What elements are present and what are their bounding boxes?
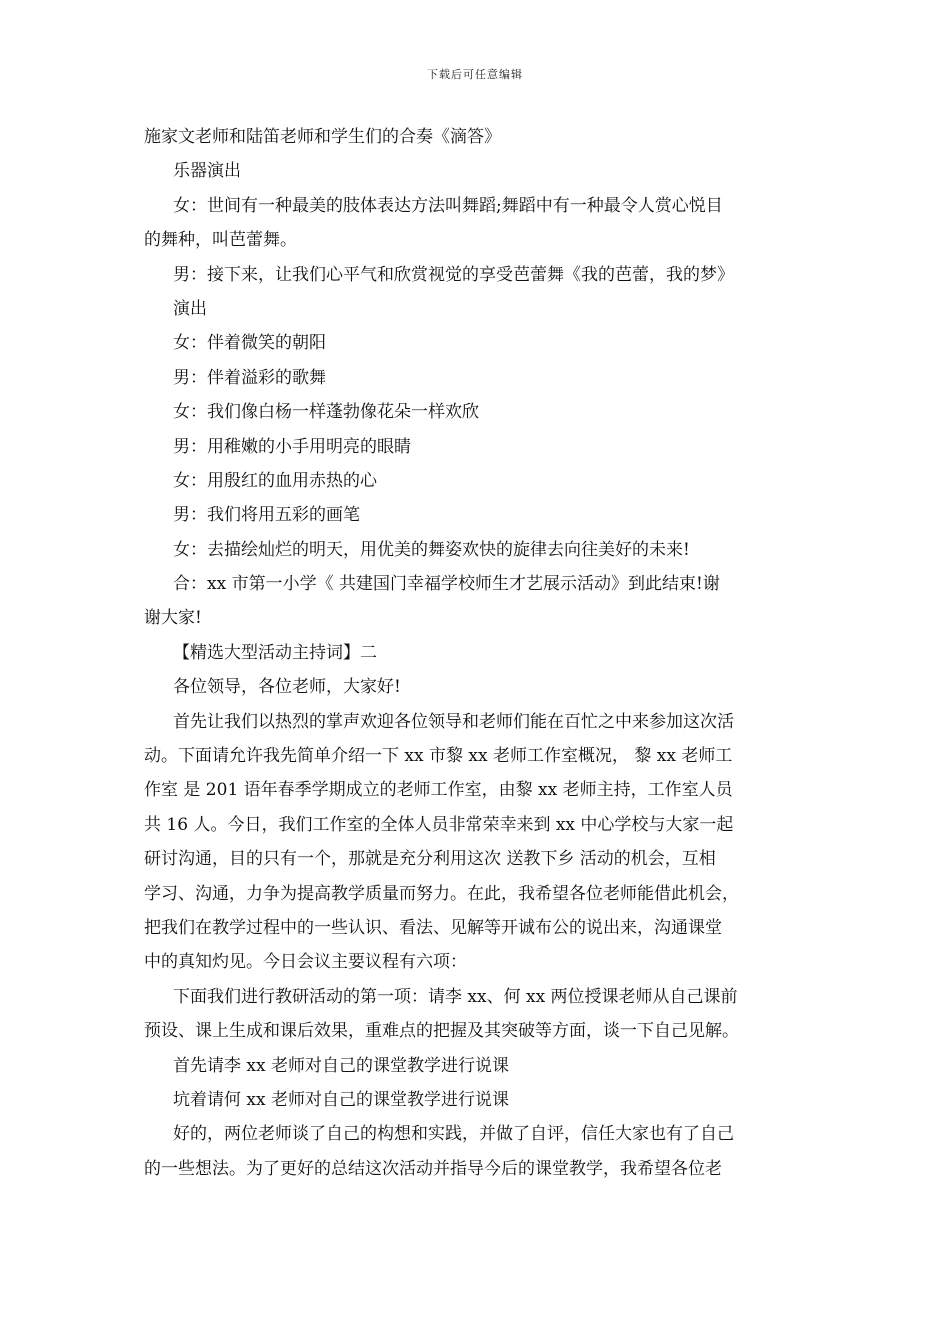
text-line: 的一些想法。为了更好的总结这次活动并指导今后的课堂教学，我希望各位老 (144, 1158, 722, 1179)
text-line: 的舞种，叫芭蕾舞。 (144, 230, 297, 251)
text-line: 女：世间有一种最美的肢体表达方法叫舞蹈;舞蹈中有一种最令人赏心悦目 (173, 195, 723, 216)
text-line: 首先让我们以热烈的掌声欢迎各位领导和老师们能在百忙之中来参加这次活 (173, 711, 734, 732)
text-line: 女：去描绘灿烂的明天，用优美的舞姿欢快的旋律去向往美好的未来! (173, 539, 690, 560)
page-header: 下载后可任意编辑 (427, 68, 523, 81)
text-line: 下面我们进行教研活动的第一项：请李 xx、何 xx 两位授课老师从自己课前 (173, 986, 738, 1007)
text-line: 女：我们像白杨一样蓬勃像花朵一样欢欣 (173, 402, 479, 423)
text-line: 合：xx 市第一小学《 共建国门幸福学校师生才艺展示活动》到此结束!谢 (173, 574, 720, 595)
text-line: 预设、课上生成和课后效果，重难点的把握及其突破等方面，谈一下自己见解。 (144, 1021, 739, 1042)
text-line: 谢大家! (144, 608, 202, 629)
document-body (144, 120, 814, 1186)
text-line: 男：用稚嫩的小手用明亮的眼睛 (173, 436, 411, 457)
text-line: 演出 (173, 298, 207, 319)
text-line: 乐器演出 (173, 161, 241, 182)
section-heading: 【精选大型活动主持词】二 (173, 642, 377, 663)
text-line: 把我们在教学过程中的一些认识、看法、见解等开诚布公的说出来，沟通课堂 (144, 917, 722, 938)
text-line: 作室 是 201 语年春季学期成立的老师工作室，由黎 xx 老师主持，工作室人员 (144, 780, 733, 801)
text-line: 男：我们将用五彩的画笔 (173, 505, 360, 526)
text-line: 施家文老师和陆笛老师和学生们的合奏《滴答》 (144, 127, 501, 147)
text-line: 男：伴着溢彩的歌舞 (173, 367, 326, 388)
text-line: 女：用殷红的血用赤热的心 (173, 470, 377, 491)
text-line: 坑着请何 xx 老师对自己的课堂教学进行说课 (173, 1089, 509, 1110)
text-line: 动。下面请允许我先简单介绍一下 xx 市黎 xx 老师工作室概况， 黎 xx 老师工 (144, 746, 733, 767)
text-line: 研讨沟通，目的只有一个，那就是充分利用这次 送教下乡 活动的机会，互相 (144, 849, 716, 870)
text-line: 共 16 人。今日，我们工作室的全体人员非常荣幸来到 xx 中心学校与大家一起 (144, 814, 734, 835)
text-line: 男：接下来，让我们心平气和欣赏视觉的享受芭蕾舞《我的芭蕾，我的梦》 (173, 264, 734, 285)
text-line: 各位领导，各位老师，大家好! (173, 677, 401, 698)
text-line: 中的真知灼见。今日会议主要议程有六项： (144, 952, 467, 973)
text-line: 好的，两位老师谈了自己的构想和实践，并做了自评，信任大家也有了自己 (173, 1124, 734, 1145)
text-line: 首先请李 xx 老师对自己的课堂教学进行说课 (173, 1055, 509, 1076)
text-line: 学习、沟通，力争为提高教学质量而努力。在此，我希望各位老师能借此机会， (144, 883, 739, 904)
text-line: 女：伴着微笑的朝阳 (173, 333, 326, 354)
